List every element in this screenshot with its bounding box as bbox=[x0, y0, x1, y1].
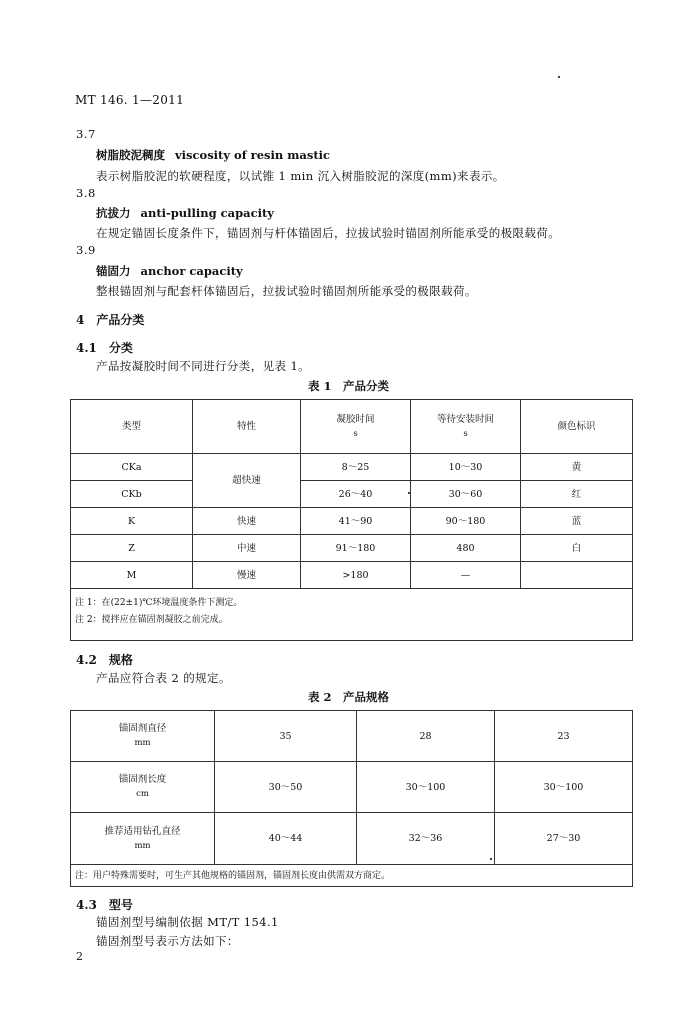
cell-color: 蓝 bbox=[521, 508, 633, 535]
row-label-text: 推荐适用钻孔直径 bbox=[104, 825, 181, 837]
scan-speck bbox=[558, 76, 560, 78]
section-text-4-3-line1: 锚固剂型号编制依据 MT/T 154.1 bbox=[96, 915, 279, 929]
cell-value: 30～100 bbox=[495, 762, 633, 813]
row-label-text: 锚固剂直径 bbox=[118, 723, 167, 734]
cell-value: 23 bbox=[495, 711, 633, 762]
cell-value: 30～100 bbox=[357, 762, 495, 813]
row-label-unit: cm bbox=[136, 789, 149, 799]
section-number-3-8: 3.8 bbox=[76, 186, 96, 200]
cell-color: 红 bbox=[521, 481, 633, 508]
cell-value: 40～44 bbox=[215, 813, 357, 865]
term-cn: 锚固力 bbox=[96, 264, 131, 278]
cell-color: 白 bbox=[521, 535, 633, 562]
table2-caption: 表 2 产品规格 bbox=[308, 690, 390, 704]
table-row bbox=[71, 454, 633, 481]
cell-wait: 480 bbox=[411, 535, 521, 562]
table-row bbox=[71, 813, 633, 865]
table1-caption: 表 1 产品分类 bbox=[308, 379, 390, 393]
cell-value: 27～30 bbox=[495, 813, 633, 865]
cell-color: 黄 bbox=[521, 454, 633, 481]
section-text-4-3-line2: 锚固剂型号表示方法如下： bbox=[96, 934, 239, 948]
cell-gel: 8～25 bbox=[301, 454, 411, 481]
table-row bbox=[71, 535, 633, 562]
cell-value: 28 bbox=[357, 711, 495, 762]
table2-note: 注：用户特殊需要时，可生产其他规格的锚固剂，锚固剂长度由供需双方商定。 bbox=[71, 865, 633, 887]
definition-3-9: 整根锚固剂与配套杆体锚固后，拉拔试验时锚固剂所能承受的极限载荷。 bbox=[96, 284, 477, 298]
term-en: viscosity of resin mastic bbox=[175, 148, 331, 162]
cell-property: 快速 bbox=[193, 508, 301, 535]
table-product-specification bbox=[70, 710, 633, 887]
cell-value: 32～36 bbox=[357, 813, 495, 865]
section-heading-4-3: 4.3 型号 bbox=[76, 898, 133, 912]
section-text-4-2: 产品应符合表 2 的规定。 bbox=[96, 671, 231, 685]
section-number-3-7: 3.7 bbox=[76, 127, 96, 141]
cell-type: K bbox=[71, 508, 193, 535]
cell-wait: 30～60 bbox=[411, 481, 521, 508]
table-row bbox=[71, 508, 633, 535]
row-label bbox=[71, 762, 215, 813]
section-heading-4-1: 4.1 分类 bbox=[76, 341, 133, 355]
row-label bbox=[71, 711, 215, 762]
term-cn: 树脂胶泥稠度 bbox=[96, 148, 165, 162]
table1-note-1: 注 1：在(22±1)℃环境温度条件下测定。 bbox=[75, 598, 243, 608]
term-3-8 bbox=[96, 205, 274, 221]
cell-gel: >180 bbox=[301, 562, 411, 589]
definition-3-7: 表示树脂胶泥的软硬程度，以试锥 1 min 沉入树脂胶泥的深度(mm)来表示。 bbox=[96, 169, 505, 183]
cell-wait: — bbox=[411, 562, 521, 589]
definition-3-8: 在规定锚固长度条件下，锚固剂与杆体锚固后，拉拔试验时锚固剂所能承受的极限载荷。 bbox=[96, 226, 561, 240]
section-number-3-9: 3.9 bbox=[76, 243, 96, 257]
header-wait-time bbox=[411, 400, 521, 454]
term-3-7 bbox=[96, 147, 330, 163]
row-label-unit: mm bbox=[134, 840, 151, 851]
cell-gel: 41～90 bbox=[301, 508, 411, 535]
document-header: MT 146. 1—2011 bbox=[75, 93, 185, 107]
section-heading-4-2: 4.2 规格 bbox=[76, 653, 133, 667]
header-wait-time-label: 等待安装时间 bbox=[436, 413, 494, 425]
cell-value: 35 bbox=[215, 711, 357, 762]
header-gel-time-unit: s bbox=[353, 428, 358, 439]
cell-property: 中速 bbox=[193, 535, 301, 562]
table-row bbox=[71, 762, 633, 813]
header-color: 颜色标识 bbox=[521, 400, 633, 454]
term-3-9 bbox=[96, 263, 243, 279]
section-text-4-1: 产品按凝胶时间不同进行分类，见表 1。 bbox=[96, 359, 311, 373]
cell-type: CKb bbox=[71, 481, 193, 508]
cell-type: Z bbox=[71, 535, 193, 562]
term-cn: 抗拔力 bbox=[96, 206, 131, 220]
cell-wait: 10～30 bbox=[411, 454, 521, 481]
table1-header-row bbox=[71, 400, 633, 454]
header-property: 特性 bbox=[193, 400, 301, 454]
term-en: anchor capacity bbox=[140, 264, 243, 278]
cell-type: M bbox=[71, 562, 193, 589]
cell-wait: 90～180 bbox=[411, 508, 521, 535]
cell-property-merged: 超快速 bbox=[193, 454, 301, 508]
section-heading-4: 4 产品分类 bbox=[76, 313, 145, 327]
table-row bbox=[71, 481, 633, 508]
term-en: anti-pulling capacity bbox=[140, 206, 274, 220]
scan-speck bbox=[490, 858, 492, 860]
row-label-unit: mm bbox=[134, 738, 151, 748]
row-label bbox=[71, 813, 215, 865]
table1-notes-row bbox=[71, 589, 633, 641]
cell-gel: 26～40 bbox=[301, 481, 411, 508]
table-product-classification bbox=[70, 399, 633, 641]
header-gel-time bbox=[301, 400, 411, 454]
cell-property: 慢速 bbox=[193, 562, 301, 589]
table-row bbox=[71, 711, 633, 762]
cell-gel: 91～180 bbox=[301, 535, 411, 562]
table2-note-row bbox=[71, 865, 633, 887]
row-label-text: 锚固剂长度 bbox=[118, 774, 167, 785]
cell-type: CKa bbox=[71, 454, 193, 481]
scan-speck bbox=[408, 492, 410, 494]
table1-note-2: 注 2：搅拌应在锚固剂凝胶之前完成。 bbox=[75, 615, 228, 625]
table1-notes bbox=[71, 589, 633, 641]
table-row bbox=[71, 562, 633, 589]
cell-value: 30～50 bbox=[215, 762, 357, 813]
page-number: 2 bbox=[76, 950, 83, 963]
header-type: 类型 bbox=[71, 400, 193, 454]
header-wait-time-unit: s bbox=[463, 428, 468, 439]
header-gel-time-label: 凝胶时间 bbox=[336, 413, 375, 425]
cell-color bbox=[521, 562, 633, 589]
